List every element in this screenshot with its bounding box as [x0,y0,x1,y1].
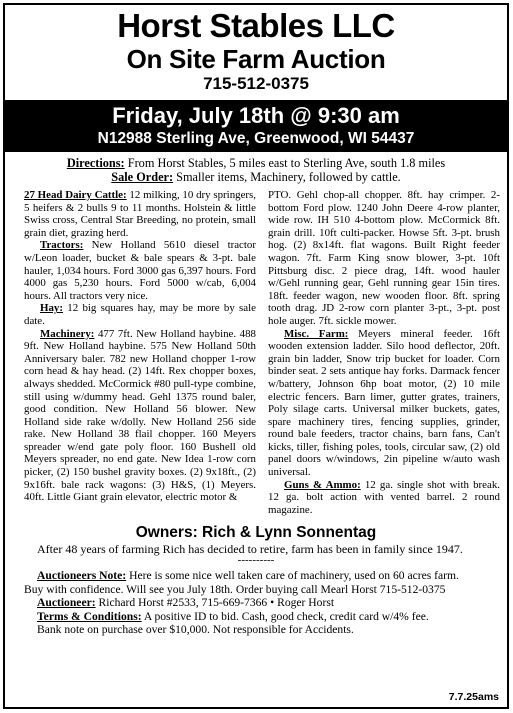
right-column [268,189,500,516]
auctioneer-label: Auctioneer: [37,596,96,610]
listing-columns [5,189,507,516]
owners-note: After 48 years of farming Rich has decided to retire, farm has been in family since 1947. [37,542,463,557]
tractors-text: New Holland 5610 diesel tractor w/Leon loader, bucket & bale spears & 3-pt. bale hauler, 1,034 hours. Ford 3000 gas 6,397 hours. Ford 4000 gas 5,230 hours. Ford 5000 w/cab, 6,004 hours. All tractors very nice. [24,239,256,302]
machinery-label: Machinery: [40,327,95,340]
terms-line [5,610,507,623]
directions-label: Directions: [66,156,125,170]
auctioneers-note-text: Here is some nice well taken care of machinery, used on 60 acres farm. [126,569,459,583]
terms-text: A positive ID to bid. Cash, good check, credit card w/4% fee. [141,609,429,623]
event-title: On Site Farm Auction [126,44,386,74]
machinery-continued: PTO. Gehl chop-all chopper. 8ft. hay crimper. 2-bottom Ford plow. 1240 John Deere 4-row planter, wide row. IH 510 4-bottom plow. McCormick 8ft. grain drill. 10ft culti-packer. Howse 5ft. 3-pt. brush hog. (2) 8x14ft. flat wagons. Built Right feeder wagon. 7ft. Farm King snow blower, 3-pt. 10ft Pittsburg disc. 2 piece drag, 14ft. wood hauler w/Gehl running gear, Gehl running gear 15in tires. 18ft. feeder wagon, new wooden floor. 8ft. spring tooth drag. JD 2-row corn planter 3-pt., 3-pt. post hole auger. 7ft. sickle mower. [268,189,500,327]
misc-farm-label: Misc. Farm: [284,327,349,340]
cattle-label: 27 Head Dairy Cattle: [24,189,127,201]
date-time: Friday, July 18th @ 9:30 am [112,103,400,128]
misc-farm-section [268,328,500,479]
auctioneer-line [5,596,507,609]
owners-title: Owners: Rich & Lynn Sonnentag [135,524,377,542]
auctioneers-note [5,569,507,582]
hay-label: Hay: [40,302,63,315]
machinery-text: 477 7ft. New Holland haybine. 488 9ft. New Holland haybine. 575 New Holland 50th Anniversary baler. 782 new Holland chopper 1-row corn head & hay head. (2) 14ft. Rex chopper boxes, always shedded. McCormick #80 pull-type combine, still using w/dummy head. Gehl 1375 round baler, good condition. New Holland 56 blower. New Holland side rake w/dolly. New Holland 256 side rake. New Holland 38 flail chopper. 160 Meyers spreader w/end gate poly floor. 160 Bushell old Meyers spreader, no end gate. New Idea 1-row corn picker, (2) 150 bushel gravity boxes. (2) 9x18ft., (2) 9x16ft. bale rack wagons: (3) H&S, (1) Meyers. 40ft. Little Giant grain elevator, electric motor & [24,327,256,504]
auctioneers-note-continued: Buy with confidence. Will see you July 18th. Order buying call Mearl Horst 715-512-0375 [24,582,446,596]
tractors-label: Tractors: [40,239,84,252]
auctioneer-text: Richard Horst #2533, 715-669-7366 • Roger Horst [95,596,335,610]
guns-section [268,479,500,517]
cattle-text: 12 milking, 10 dry springers, 5 heifers & 2 bulls 9 to 11 months. Holstein & little Swiss cross, Central Star Breeding, no protein, small grain diet, grazing herd. [24,189,257,239]
sale-order [5,170,507,184]
ad-code: 7.7.25ams [448,691,499,703]
hay-text: 12 big squares hay, may be more by sale date. [24,302,256,327]
directions [5,156,507,170]
misc-farm-text: Meyers mineral feeder. 16ft wooden extension ladder. Silo hood deflector, 20ft. grain bin ladder, Snow trip bucket for loader. Corn binder seat. 2 sets antique hay forks. Darmack fencer w/battery, Johnson 6hp boat motor, (2) 10 mile electric fencers. Barn limer, gutter grates, trainers, Poly silage carts. Universal milker buckets, gates, spare machinery tires, fencing supplies, grinder, round bale feeders, tractor chains, barn fans, Can't kicks, tiller, fishing poles, tools, circular saw, (2) old panel doors w/windows, 2in pipeline w/auto wash universal. [268,327,501,479]
cattle-section [24,189,256,239]
flyer-header [5,8,507,94]
machinery-section [24,328,256,504]
directions-text: From Horst Stables, 5 miles east to Sterling Ave, south 1.8 miles [124,156,446,170]
sale-order-label: Sale Order: [111,170,174,184]
terms-continued: Bank note on purchase over $10,000. Not responsible for Accidents. [37,623,354,637]
auction-flyer [3,3,509,709]
auctioneers-note-label: Auctioneers Note: [37,569,127,583]
company-name: Horst Stables LLC [117,7,395,44]
terms-label: Terms & Conditions: [37,609,142,623]
phone-number: 715-512-0375 [203,74,309,93]
date-banner [5,100,507,152]
divider: ---------- [237,554,275,567]
address: N12988 Sterling Ave, Greenwood, WI 54437 [97,130,415,147]
left-column [24,189,256,516]
guns-label: Guns & Ammo: [284,478,361,491]
sale-order-text: Smaller items, Machinery, followed by cattle. [173,170,401,184]
tractors-section [24,239,256,302]
guns-text: 12 ga. single shot with break. 12 ga. bolt action with vented barrel. 2 round magazine. [268,478,500,516]
hay-section [24,302,256,327]
